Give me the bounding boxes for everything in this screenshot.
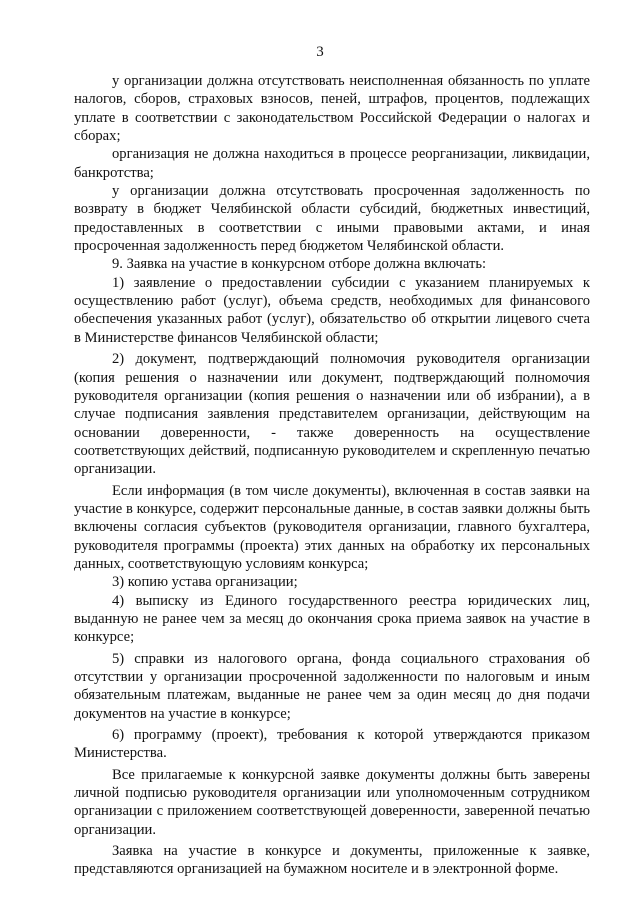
paragraph-item-4-registry-extract: 4) выписку из Единого государственного реестра юридических лиц, выданную не ранее чем за месяц до окончания срока приема заявок на участие в конкурсе; bbox=[74, 592, 590, 646]
paragraph-item-1-application: 1) заявление о предоставлении субсидии с указанием планируемых к осуществлению работ (услуг), объема средств, необходимых для финансового обеспечения указанных работ (услуг), обязательство об открытии лицевого счета в Министерстве финансов Челябинской области; bbox=[74, 274, 590, 346]
paragraph-no-tax-debt: у организации должна отсутствовать неисполненная обязанность по уплате налогов, сборов, страховых взносов, пеней, штрафов, процентов, подлежащих уплате в соответствии с законодательством Российской Федерации о налогах и сборах; bbox=[74, 73, 590, 145]
paragraph-item-9-heading: 9. Заявка на участие в конкурсном отборе должна включать: bbox=[112, 256, 487, 273]
paragraph-item-2-authority-document: 2) документ, подтверждающий полномочия руководителя организации (копия решения о назначении или документ, подтверждающий полномочия руководителя организации (копия решения о назначении или об избрании), а в случае подписания заявления представителем организации, действующим на основании доверенности, - также доверенность на осуществление соответствующих действий, подписанную руководителем и скрепленную печатью организации. bbox=[74, 351, 590, 478]
paragraph-no-reorganization: организация не должна находиться в процессе реорганизации, ликвидации, банкротства; bbox=[74, 146, 590, 181]
document-body bbox=[74, 72, 590, 879]
paragraph-item-6-program: 6) программу (проект), требования к которой утверждаются приказом Министерства. bbox=[74, 727, 590, 762]
paragraph-item-5-tax-certificates: 5) справки из налогового органа, фонда социального страхования об отсутствии у организации просроченной задолженности по налоговым и иным обязательным платежам, выданные не ранее чем за один месяц до дня подачи документов на участие в конкурсе; bbox=[74, 650, 590, 722]
paragraph-item-3-charter: 3) копию устава организации; bbox=[112, 574, 298, 591]
page-number: 3 bbox=[316, 44, 324, 60]
paragraph-submission-format: Заявка на участие в конкурсе и документы, приложенные к заявке, представляются организацией на бумажном носителе и в электронной форме. bbox=[74, 843, 590, 878]
paragraph-no-budget-debt: у организации должна отсутствовать просроченная задолженность по возврату в бюджет Челябинской области субсидий, бюджетных инвестиций, предоставленных в соответствии с иными правовыми актами, и иная просроченная задолженность перед бюджетом Челябинской области. bbox=[74, 183, 590, 255]
paragraph-personal-data-consent: Если информация (в том числе документы), включенная в состав заявки на участие в конкурсе, содержит персональные данные, в состав заявки должны быть включены согласия субъектов (руководителя организации, главного бухгалтера, руководителя программы (проекта) этих данных на обработку их персональных данных, соответствующую условиям конкурса; bbox=[74, 482, 590, 572]
paragraph-documents-certification: Все прилагаемые к конкурсной заявке документы должны быть заверены личной подписью руководителя организации или уполномоченным сотрудником организации с приложением соответствующей доверенности, заверенной печатью организации. bbox=[74, 766, 590, 838]
